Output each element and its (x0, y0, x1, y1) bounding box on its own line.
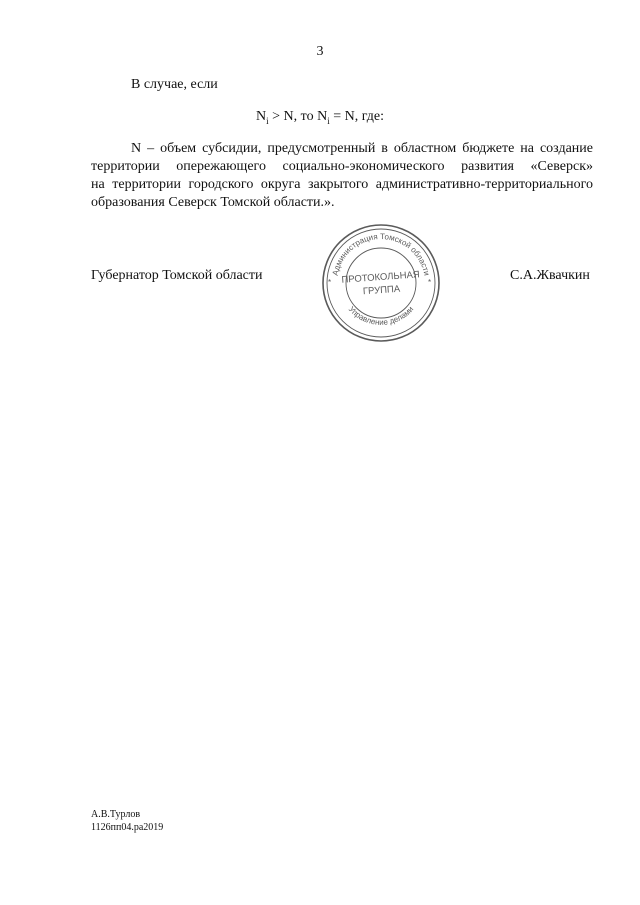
stamp-arc-bottom-text: Управление делами (346, 304, 416, 327)
signature-position: Губернатор Томской области (91, 268, 263, 283)
official-stamp (320, 222, 442, 344)
definition-line-2: территории опережающего социально-экономического развития «Северск» (91, 159, 593, 174)
footer-doc-code: 1126пп04.ра2019 (91, 822, 164, 833)
formula-lhs-sub: i (266, 115, 269, 126)
stamp-inner-line-1: ПРОТОКОЛЬНАЯ (341, 269, 421, 286)
formula-lhs: N (255, 109, 267, 124)
definition-line-4: образования Северск Томской области.». (91, 195, 335, 210)
formula-rhs-sub: i (327, 115, 330, 126)
formula (0, 109, 640, 126)
intro-text: В случае, если (131, 77, 218, 92)
stamp-star-right: * (428, 278, 432, 287)
definition-line-3: на территории городского округа закрытого административно-территориального (91, 177, 593, 192)
page-number: 3 (316, 44, 324, 59)
formula-op: > N, то (268, 109, 318, 124)
footer-author: А.В.Турлов (91, 809, 141, 820)
stamp-inner-line-2: ГРУППА (362, 283, 401, 298)
formula-rhs: N (317, 109, 328, 124)
stamp-star-left: * (328, 278, 332, 287)
definition-line-1: N – объем субсидии, предусмотренный в областном бюджете на создание (131, 141, 593, 156)
stamp-arc-top-text: Администрация Томской области (330, 231, 432, 277)
formula-tail: = N, где: (329, 109, 384, 124)
signature-name: С.А.Жвачкин (510, 268, 590, 283)
